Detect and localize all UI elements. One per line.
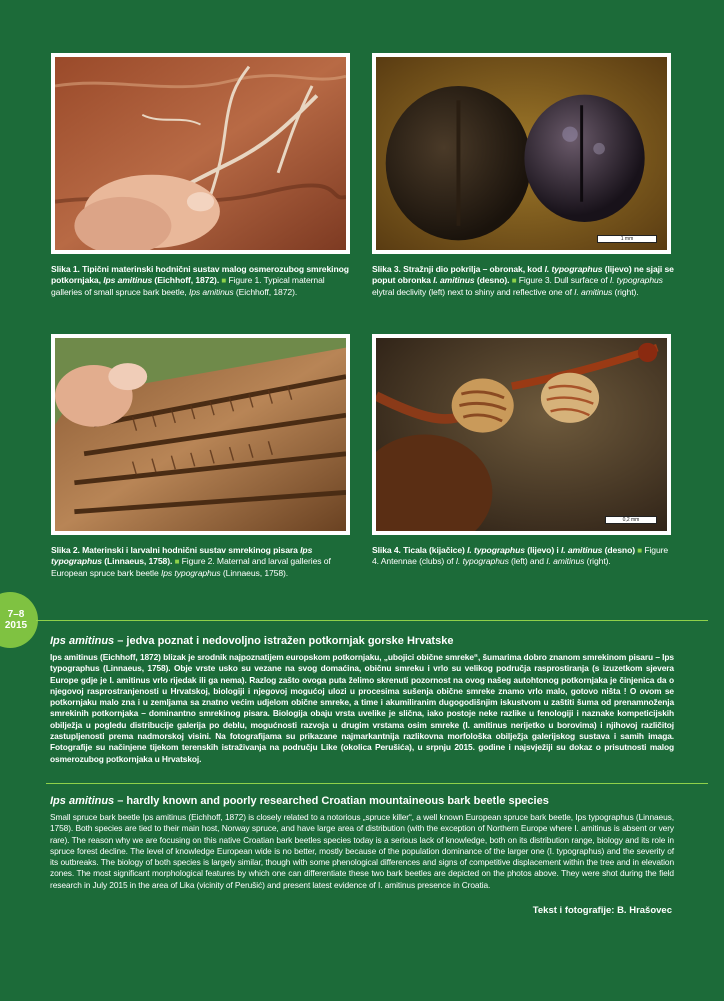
- larval-galleries-image: [55, 338, 346, 531]
- caption-text: (Eichhoff, 1872).: [233, 286, 298, 297]
- article-title-hr: [50, 635, 453, 648]
- species-name: Ips amitinus: [50, 795, 115, 807]
- species-name: Ips amitinus: [103, 275, 153, 286]
- caption-text: (lijevo) ne sjaji se poput obronka: [372, 264, 674, 286]
- caption-text: Materinski i larvalni hodnični sustav smrekinog pisara: [79, 545, 301, 555]
- caption-text: (Linnaeus, 1758).: [101, 556, 173, 567]
- caption-figure-2: [51, 545, 351, 579]
- caption-text: (desno): [602, 545, 635, 555]
- species-name: Ips amitinus: [188, 286, 234, 297]
- caption-label-en: Figure 2.: [181, 556, 215, 567]
- caption-text: elytral declivity (left) next to shiny and reflective one of: [372, 286, 575, 297]
- caption-figure-4: [372, 545, 674, 568]
- caption-text: (left) and: [508, 556, 547, 567]
- caption-label-hr: Slika 3.: [372, 264, 401, 274]
- title-text: – hardly known and poorly researched Croatian mountaineous bark beetle species: [114, 795, 549, 807]
- species-name: I. amitinus: [546, 556, 585, 567]
- species-name: I. typographus: [609, 275, 663, 286]
- caption-text: Antennae (clubs) of: [378, 556, 456, 567]
- caption-label-en: Figure 4.: [372, 545, 669, 567]
- caption-text: Tipični materinski hodnični sustav malog osmerozubog smrekinog potkornjaka,: [51, 264, 349, 286]
- caption-text: Typical maternal galleries of small spruce bark beetle,: [51, 275, 325, 297]
- article-body-hr: Ips amitinus (Eichhoff, 1872) blizak je srodnik najpoznatijem europskom potkornjaku, „ubojici obične smreke“, šumarima dobro znanom smrekinom pisaru – Ips typographus (Linnaeus, 1758). Obje vrste usko su vezane na svog domaćina, običnu smreku i vrlo su velikog područja rasprostiranja (s izuzetkom sjevera Europe gdje je I. amitinus vrlo rijedak ili ga nema). Razlog zašto ovoga puta želimo skrenuti pozornost na ovog našeg autohtonog potkornjaka je činjenica da o njegovoj rasprostranjenosti u Hrvatskoj, biologiji i njegovoj mogućoj ulozi u procesima sušenja obične smreke znamo vrlo malo, gotovo ništa ! O ovom se potkornjaku malo zna i u zemljama sa znatno većim udjelom obične smreke, a time i akumiliranim dugogodišnjim iskustvom u zaštiti šuma od prenamnoženja smrekinih potkornjaka – dominantno smrekinog pisara. Biologija obaju vrsta uvelike je slična, iako postoje neke razlike u fenologiji i naznake kompeticijskih obilježja u pogledu distribucije galerija po deblu, mogućnosti razvoja u drugim vrstama osim smreke (I. amitinus nerijetko u borovima) i njihovoj različitoj zastupljenosti prema nadmorskoj visini. Na fotografijama su prikazane najmarkantnija razlikovna morfološka obilježja galerijskog sustava i samih imaga. Fotografije su načinjene tijekom terenskih istraživanja na području Like (okolica Perušića), u srpnju 2015. godine i najsvježiji su dokaz o prisutnosti malog osmerozubog potkornjaka u Hrvatskoj.: [50, 652, 674, 764]
- caption-text: Stražnji dio pokrilja – obronak, kod: [400, 264, 545, 274]
- caption-label-hr: Slika 2.: [51, 545, 80, 555]
- species-name: Ips amitinus: [50, 635, 115, 647]
- species-name: I. amitinus: [560, 545, 603, 555]
- divider: [36, 620, 708, 621]
- galleries-image: [55, 57, 346, 250]
- caption-text: (desno).: [474, 275, 510, 286]
- caption-text: (Linnaeus, 1758).: [220, 567, 289, 578]
- species-name: Ips typographus: [160, 567, 221, 578]
- photo-elytral-declivity: [372, 53, 671, 254]
- caption-text: Maternal and larval galleries of European spruce bark beetle: [51, 556, 331, 578]
- species-name: I. typographus: [455, 556, 509, 567]
- article-body-en: Small spruce bark beetle Ips amitinus (Eichhoff, 1872) is closely related to a notorious „spruce killer“, a well known European spruce bark beetle, Ips typographus (Linnaeus, 1758). Both species are tied to their main host, Norway spruce, and have large area of distribution (with the exception of Northern Europe where I. amitinus is absent or very rare). The reason why we are focusing on this native Croatian bark beetles species today is a serious lack of knowledge, both on its distribution range, biology and its role in spruce forest decline. The level of knowledge European wide is no better, mostly because of the population dominance of the larger one (I. typographus) and the severity of its outbreaks. The biology of both species is largely similar, though with some phenological differences and signs of competitive displacement within the tree and in elevation zones. The most significant morphological features by which one can differentiate these two bark beetles are depicted on the photos above. They were shot during the field research in July 2015 in the area of Lika (vicinity of Perušić) and present latest evidence of I. amitinus presence in Croatia.: [50, 812, 674, 890]
- species-name: I. amitinus: [433, 275, 475, 286]
- square-bullet-icon: ■: [221, 276, 227, 286]
- caption-label-hr: Slika 1.: [51, 264, 80, 274]
- scale-bar: 1 mm: [597, 235, 657, 243]
- square-bullet-icon: ■: [511, 276, 517, 286]
- caption-figure-1: [51, 264, 351, 298]
- article-title-en: [50, 795, 549, 808]
- species-name: I. typographus: [544, 264, 603, 274]
- caption-label-en: Figure 1.: [228, 275, 262, 286]
- photo-maternal-galleries: [51, 53, 350, 254]
- caption-text: (right).: [612, 286, 639, 297]
- beetles-image: [376, 57, 667, 250]
- photo-antennae: [372, 334, 671, 535]
- photo-larval-galleries: [51, 334, 350, 535]
- page-numbers: 7–8: [7, 609, 25, 620]
- square-bullet-icon: ■: [174, 557, 180, 567]
- scale-bar: 0,2 mm: [605, 516, 657, 524]
- page-number-badge: [0, 592, 38, 648]
- species-name: I. amitinus: [574, 286, 613, 297]
- caption-label-en: Figure 3.: [518, 275, 552, 286]
- title-text: – jedva poznat i nedovoljno istražen potkornjak gorske Hrvatske: [114, 635, 454, 647]
- caption-text: (Eichhoff, 1872).: [152, 275, 220, 286]
- caption-text: Dull surface of: [551, 275, 610, 286]
- species-name: I. typographus: [467, 545, 525, 555]
- issue-year: 2015: [4, 620, 28, 631]
- caption-label-hr: Slika 4.: [372, 545, 401, 555]
- antennae-image: [376, 338, 667, 531]
- photo-credit: Tekst i fotografije: B. Hrašovec: [532, 905, 672, 916]
- square-bullet-icon: ■: [637, 546, 643, 555]
- caption-text: (right).: [584, 556, 611, 567]
- species-name: Ips typographus: [51, 545, 313, 567]
- divider: [46, 783, 708, 784]
- caption-text: Ticala (kijačice): [400, 545, 468, 555]
- caption-figure-3: [372, 264, 674, 298]
- caption-text: (lijevo) i: [524, 545, 561, 555]
